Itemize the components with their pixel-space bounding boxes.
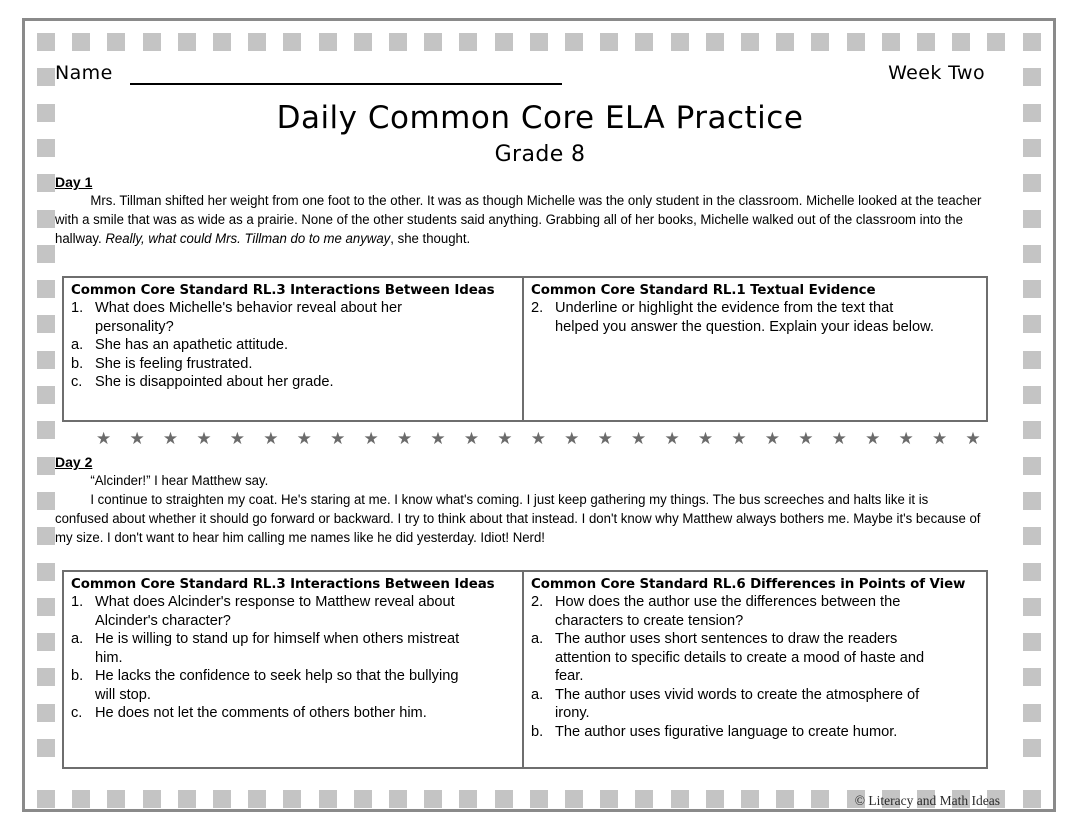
border-square-left <box>37 315 55 333</box>
question-continuation-line <box>531 704 980 723</box>
border-square-right <box>1023 245 1041 263</box>
question-continuation-line <box>531 649 980 668</box>
question-choice-line <box>531 299 980 318</box>
border-square-bottom <box>354 790 372 808</box>
choice-label: a. <box>531 631 544 647</box>
border-square-top <box>706 33 724 51</box>
choice-text: Underline or highlight the evidence from the text that <box>555 300 894 316</box>
question-continuation-line <box>71 649 516 668</box>
border-square-right <box>1023 527 1041 545</box>
border-square-bottom <box>459 790 477 808</box>
border-square-bottom <box>530 790 548 808</box>
border-square-left <box>37 174 55 192</box>
choice-label: 1. <box>71 300 84 316</box>
question-continuation-line <box>531 318 980 337</box>
border-square-right <box>1023 351 1041 369</box>
border-square-top <box>389 33 407 51</box>
border-square-bottom <box>283 790 301 808</box>
choice-text: irony. <box>555 705 590 721</box>
day-1-box-left <box>64 278 524 420</box>
star-icon: ★ <box>697 429 714 448</box>
day-2-box-left <box>64 572 524 767</box>
border-square-top <box>882 33 900 51</box>
border-square-left <box>37 492 55 510</box>
choice-label: b. <box>71 355 84 372</box>
border-square-top <box>600 33 618 51</box>
border-square-left <box>37 68 55 86</box>
day-2-passage: “Alcinder!” I hear Matthew say. I continue to straighten my coat. He's staring at me. I know what's coming. I just keep gathering my things. The bus screeches and halts like it is confused about whether it should go forward or backward. I try to think about that instead. I don't know why Matthew always bothers me. Maybe it's because of my size. I don't want to hear him calling me names like he did yesterday. Idiot! Nerd! <box>55 473 981 546</box>
border-square-left <box>37 457 55 475</box>
star-icon: ★ <box>296 429 312 448</box>
border-square-right <box>1023 68 1041 86</box>
border-square-left <box>37 527 55 545</box>
question-choice-line <box>71 667 516 686</box>
day-2-question-table <box>62 570 988 769</box>
border-square-top <box>635 33 653 51</box>
star-divider <box>96 430 981 447</box>
border-square-right <box>1023 315 1041 333</box>
question-choice-line <box>531 686 980 705</box>
border-square-right <box>1023 598 1041 616</box>
border-square-right <box>1023 704 1041 722</box>
star-icon: ★ <box>764 429 780 448</box>
choice-text: He lacks the confidence to seek help so that the bullying <box>95 668 459 684</box>
question-choice-line <box>71 630 516 649</box>
border-square-left <box>37 563 55 581</box>
choice-text: characters to create tension? <box>555 612 744 629</box>
star-icon: ★ <box>931 429 948 448</box>
choice-label: 1. <box>71 594 84 610</box>
border-square-bottom <box>600 790 618 808</box>
border-square-left <box>37 245 55 263</box>
star-icon: ★ <box>263 429 279 448</box>
standard-header: Common Core Standard RL.1 Textual Evidence <box>531 283 876 298</box>
star-icon: ★ <box>330 429 346 448</box>
border-square-bottom <box>72 790 90 808</box>
border-square-left <box>37 668 55 686</box>
border-square-right <box>1023 421 1041 439</box>
border-square-bottom <box>107 790 125 808</box>
star-icon: ★ <box>196 429 212 448</box>
star-icon: ★ <box>396 429 413 448</box>
border-square-top <box>741 33 759 51</box>
star-icon: ★ <box>631 429 647 448</box>
choice-label: c. <box>71 705 83 721</box>
star-icon: ★ <box>564 429 580 448</box>
border-square-right <box>1023 739 1041 757</box>
star-icon: ★ <box>731 429 747 448</box>
page-title: Daily Common Core ELA Practice <box>276 100 804 136</box>
star-icon: ★ <box>162 429 179 448</box>
border-square-left <box>37 421 55 439</box>
day-1-box-right <box>524 278 986 420</box>
choice-text: How does the author use the differences between the <box>555 594 901 610</box>
border-square-bottom <box>389 790 407 808</box>
star-icon: ★ <box>497 429 513 448</box>
day-2-heading: Day 2 <box>55 454 93 470</box>
border-square-top <box>811 33 829 51</box>
border-square-left <box>37 280 55 298</box>
question-choice-line <box>71 336 516 355</box>
choice-text: She has an apathetic attitude. <box>95 337 289 353</box>
star-icon: ★ <box>129 429 145 448</box>
question-choice-line <box>531 630 980 649</box>
name-label: Name <box>55 62 113 84</box>
choice-text: What does Michelle's behavior reveal about her <box>95 300 402 316</box>
border-square-bottom <box>776 790 794 808</box>
day-2-box-right <box>524 572 986 767</box>
choice-text: She is disappointed about her grade. <box>95 374 334 390</box>
choice-label: b. <box>531 723 544 740</box>
border-square-bottom <box>811 790 829 808</box>
choice-text: The author uses figurative language to create humor. <box>555 723 898 740</box>
choice-text: What does Alcinder's response to Matthew reveal about <box>95 594 455 610</box>
border-square-top <box>143 33 161 51</box>
choice-label: a. <box>71 337 84 353</box>
choice-text: The author uses short sentences to draw the readers <box>555 631 898 647</box>
border-square-top <box>424 33 442 51</box>
question-choice-line <box>71 373 516 392</box>
border-square-top <box>1023 33 1041 51</box>
border-square-right <box>1023 386 1041 404</box>
copyright-footer: © Literacy and Math Ideas <box>854 793 1000 808</box>
border-square-top <box>987 33 1005 51</box>
star-icon: ★ <box>430 429 446 448</box>
choice-text: He is willing to stand up for himself when others mistreat <box>95 631 460 647</box>
star-icon: ★ <box>363 429 379 448</box>
border-square-top <box>952 33 970 51</box>
question-continuation-line <box>531 612 980 631</box>
border-square-left <box>37 739 55 757</box>
border-square-left <box>37 351 55 369</box>
border-square-top <box>671 33 689 51</box>
page-subtitle: Grade 8 <box>494 142 586 167</box>
standard-header: Common Core Standard RL.3 Interactions Between Ideas <box>71 283 495 298</box>
border-square-left <box>37 633 55 651</box>
star-icon: ★ <box>597 429 613 448</box>
border-square-right <box>1023 210 1041 228</box>
border-square-top <box>283 33 301 51</box>
choice-text: The author uses vivid words to create the atmosphere of <box>555 686 920 703</box>
border-square-bottom <box>248 790 266 808</box>
star-icon: ★ <box>965 429 981 448</box>
question-continuation-line <box>71 612 516 631</box>
choice-text: attention to specific details to create a mood of haste and <box>555 649 925 666</box>
border-square-bottom <box>495 790 513 808</box>
border-square-top <box>248 33 266 51</box>
day-1-heading: Day 1 <box>55 174 93 190</box>
star-icon: ★ <box>229 429 245 448</box>
border-square-bottom <box>143 790 161 808</box>
border-square-left <box>37 704 55 722</box>
border-square-top <box>37 33 55 51</box>
question-choice-line <box>71 355 516 374</box>
border-square-top <box>178 33 196 51</box>
week-label: Week Two <box>888 62 985 84</box>
border-square-bottom <box>424 790 442 808</box>
star-icon: ★ <box>530 429 546 448</box>
choice-text: She is feeling frustrated. <box>95 355 253 372</box>
question-continuation-line <box>71 318 516 337</box>
choice-text: personality? <box>95 318 174 335</box>
question-choice-line <box>531 593 980 612</box>
border-square-top <box>847 33 865 51</box>
star-icon: ★ <box>898 429 914 448</box>
border-square-top <box>319 33 337 51</box>
choice-label: 2. <box>531 300 544 316</box>
header-row <box>55 62 985 90</box>
question-continuation-line <box>71 686 516 705</box>
border-square-bottom <box>37 790 55 808</box>
border-square-right <box>1023 457 1041 475</box>
border-square-top <box>776 33 794 51</box>
border-square-top <box>530 33 548 51</box>
border-square-top <box>72 33 90 51</box>
choice-text: He does not let the comments of others bother him. <box>95 705 427 721</box>
border-square-bottom <box>706 790 724 808</box>
question-choice-line <box>71 299 516 318</box>
star-icon: ★ <box>463 429 480 448</box>
border-square-top <box>917 33 935 51</box>
border-square-bottom <box>741 790 759 808</box>
question-continuation-line <box>531 667 980 686</box>
border-square-right <box>1023 280 1041 298</box>
border-square-bottom <box>319 790 337 808</box>
border-square-left <box>37 386 55 404</box>
border-square-bottom <box>635 790 653 808</box>
border-square-top <box>459 33 477 51</box>
question-choice-line <box>71 704 516 723</box>
choice-text: helped you answer the question. Explain your ideas below. <box>555 318 934 335</box>
border-square-bottom <box>213 790 231 808</box>
border-square-top <box>495 33 513 51</box>
choice-label: a. <box>71 631 84 647</box>
choice-label: a. <box>531 686 544 703</box>
border-square-top <box>565 33 583 51</box>
border-square-right <box>1023 492 1041 510</box>
border-square-bottom <box>1023 790 1041 808</box>
standard-header: Common Core Standard RL.6 Differences in Points of View <box>531 577 966 592</box>
star-icon: ★ <box>831 429 847 448</box>
border-square-left <box>37 598 55 616</box>
border-square-top <box>354 33 372 51</box>
border-square-right <box>1023 633 1041 651</box>
question-choice-line <box>531 723 980 742</box>
choice-label: c. <box>71 374 83 390</box>
choice-text: will stop. <box>95 686 151 703</box>
choice-label: b. <box>71 668 84 684</box>
border-square-left <box>37 210 55 228</box>
choice-text: Alcinder's character? <box>95 612 231 629</box>
standard-header: Common Core Standard RL.3 Interactions Between Ideas <box>71 577 495 592</box>
question-choice-line <box>71 593 516 612</box>
border-square-top <box>213 33 231 51</box>
border-square-top <box>107 33 125 51</box>
day-1-question-table <box>62 276 988 422</box>
star-icon: ★ <box>865 429 881 448</box>
name-write-in-line[interactable] <box>130 83 562 85</box>
star-icon: ★ <box>798 429 814 448</box>
star-icon: ★ <box>96 429 112 448</box>
border-square-right <box>1023 174 1041 192</box>
border-square-right <box>1023 668 1041 686</box>
choice-label: 2. <box>531 594 544 610</box>
star-icon: ★ <box>664 429 680 448</box>
border-square-right <box>1023 563 1041 581</box>
day-1-passage: Mrs. Tillman shifted her weight from one foot to the other. It was as though Michelle was the only student in the classroom. Michelle looked at the teacher with a smile that was as wide as a prairie. None of the other students said anything. Grabbing all of her books, Michelle walked out of the classroom into the hallway. Really, what could Mrs. Tillman do to me anyway, she thought. <box>55 193 982 247</box>
border-square-bottom <box>565 790 583 808</box>
choice-text: fear. <box>555 668 584 684</box>
choice-text: him. <box>95 649 123 666</box>
border-square-bottom <box>178 790 196 808</box>
border-square-bottom <box>671 790 689 808</box>
